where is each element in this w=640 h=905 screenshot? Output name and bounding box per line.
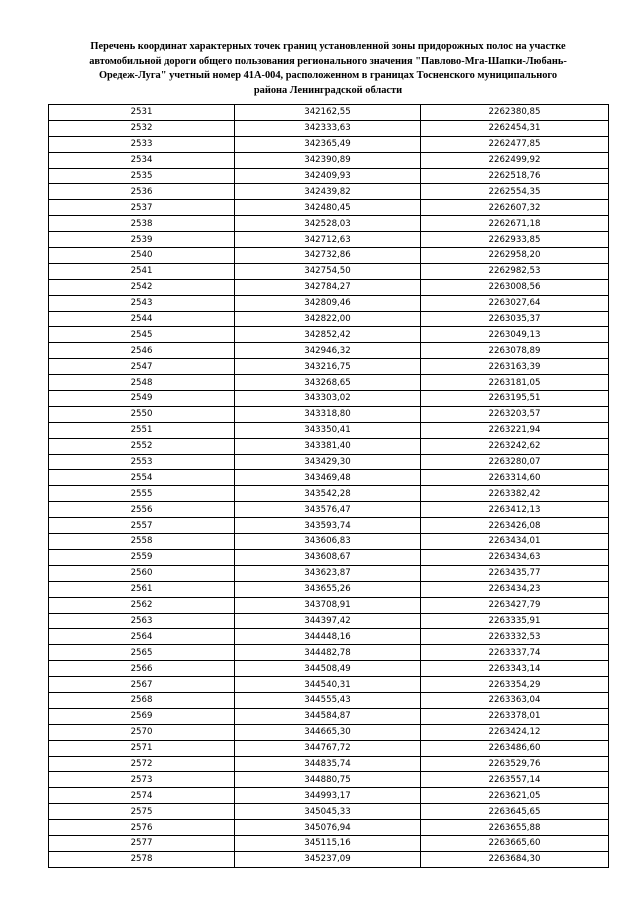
table-row xyxy=(49,486,609,502)
point-number-cell: 2565 xyxy=(49,645,235,661)
table-row xyxy=(49,661,609,677)
coordinates-table-body xyxy=(49,105,609,868)
table-row xyxy=(49,708,609,724)
table-row xyxy=(49,438,609,454)
point-number-cell: 2561 xyxy=(49,581,235,597)
x-coordinate-cell: 344993,17 xyxy=(235,788,421,804)
x-coordinate-cell: 343350,41 xyxy=(235,422,421,438)
x-coordinate-cell: 342946,32 xyxy=(235,343,421,359)
y-coordinate-cell: 2263027,64 xyxy=(421,295,609,311)
table-row xyxy=(49,724,609,740)
x-coordinate-cell: 343268,65 xyxy=(235,375,421,391)
table-row xyxy=(49,343,609,359)
y-coordinate-cell: 2263335,91 xyxy=(421,613,609,629)
point-number-cell: 2551 xyxy=(49,422,235,438)
point-number-cell: 2563 xyxy=(49,613,235,629)
y-coordinate-cell: 2262477,85 xyxy=(421,136,609,152)
table-row xyxy=(49,327,609,343)
x-coordinate-cell: 342409,93 xyxy=(235,168,421,184)
y-coordinate-cell: 2262454,31 xyxy=(421,120,609,136)
x-coordinate-cell: 345237,09 xyxy=(235,851,421,867)
x-coordinate-cell: 344555,43 xyxy=(235,692,421,708)
y-coordinate-cell: 2263378,01 xyxy=(421,708,609,724)
y-coordinate-cell: 2263078,89 xyxy=(421,343,609,359)
y-coordinate-cell: 2263049,13 xyxy=(421,327,609,343)
x-coordinate-cell: 344880,75 xyxy=(235,772,421,788)
y-coordinate-cell: 2263035,37 xyxy=(421,311,609,327)
point-number-cell: 2546 xyxy=(49,343,235,359)
x-coordinate-cell: 342333,63 xyxy=(235,120,421,136)
point-number-cell: 2555 xyxy=(49,486,235,502)
y-coordinate-cell: 2262671,18 xyxy=(421,216,609,232)
y-coordinate-cell: 2263427,79 xyxy=(421,597,609,613)
point-number-cell: 2554 xyxy=(49,470,235,486)
y-coordinate-cell: 2262607,32 xyxy=(421,200,609,216)
table-row xyxy=(49,756,609,772)
x-coordinate-cell: 342712,63 xyxy=(235,232,421,248)
table-row xyxy=(49,454,609,470)
point-number-cell: 2536 xyxy=(49,184,235,200)
y-coordinate-cell: 2263557,14 xyxy=(421,772,609,788)
table-row xyxy=(49,359,609,375)
table-row xyxy=(49,391,609,407)
title-line: автомобильной дороги общего пользования регионального значения "Павлово-Мга-Шапки-Любань- xyxy=(89,55,567,67)
table-row xyxy=(49,216,609,232)
y-coordinate-cell: 2262499,92 xyxy=(421,152,609,168)
table-row xyxy=(49,534,609,550)
y-coordinate-cell: 2263195,51 xyxy=(421,391,609,407)
y-coordinate-cell: 2263332,53 xyxy=(421,629,609,645)
point-number-cell: 2578 xyxy=(49,851,235,867)
x-coordinate-cell: 344540,31 xyxy=(235,677,421,693)
x-coordinate-cell: 343708,91 xyxy=(235,597,421,613)
y-coordinate-cell: 2263426,08 xyxy=(421,518,609,534)
point-number-cell: 2556 xyxy=(49,502,235,518)
table-row xyxy=(49,613,609,629)
point-number-cell: 2540 xyxy=(49,248,235,264)
table-row xyxy=(49,740,609,756)
y-coordinate-cell: 2263621,05 xyxy=(421,788,609,804)
table-row xyxy=(49,677,609,693)
point-number-cell: 2575 xyxy=(49,804,235,820)
x-coordinate-cell: 344482,78 xyxy=(235,645,421,661)
y-coordinate-cell: 2263665,60 xyxy=(421,835,609,851)
y-coordinate-cell: 2263434,23 xyxy=(421,581,609,597)
point-number-cell: 2532 xyxy=(49,120,235,136)
x-coordinate-cell: 344584,87 xyxy=(235,708,421,724)
point-number-cell: 2560 xyxy=(49,565,235,581)
point-number-cell: 2537 xyxy=(49,200,235,216)
y-coordinate-cell: 2263434,63 xyxy=(421,549,609,565)
point-number-cell: 2549 xyxy=(49,391,235,407)
table-row xyxy=(49,168,609,184)
table-row xyxy=(49,263,609,279)
x-coordinate-cell: 342852,42 xyxy=(235,327,421,343)
point-number-cell: 2552 xyxy=(49,438,235,454)
table-row xyxy=(49,120,609,136)
table-row xyxy=(49,470,609,486)
x-coordinate-cell: 343303,02 xyxy=(235,391,421,407)
point-number-cell: 2543 xyxy=(49,295,235,311)
point-number-cell: 2568 xyxy=(49,692,235,708)
y-coordinate-cell: 2263655,88 xyxy=(421,820,609,836)
x-coordinate-cell: 344397,42 xyxy=(235,613,421,629)
y-coordinate-cell: 2263221,94 xyxy=(421,422,609,438)
point-number-cell: 2550 xyxy=(49,406,235,422)
x-coordinate-cell: 345045,33 xyxy=(235,804,421,820)
point-number-cell: 2541 xyxy=(49,263,235,279)
point-number-cell: 2535 xyxy=(49,168,235,184)
x-coordinate-cell: 343381,40 xyxy=(235,438,421,454)
table-row xyxy=(49,248,609,264)
point-number-cell: 2547 xyxy=(49,359,235,375)
x-coordinate-cell: 342162,55 xyxy=(235,105,421,121)
x-coordinate-cell: 343655,26 xyxy=(235,581,421,597)
point-number-cell: 2531 xyxy=(49,105,235,121)
y-coordinate-cell: 2263684,30 xyxy=(421,851,609,867)
y-coordinate-cell: 2263280,07 xyxy=(421,454,609,470)
x-coordinate-cell: 344448,16 xyxy=(235,629,421,645)
table-row xyxy=(49,820,609,836)
x-coordinate-cell: 342480,45 xyxy=(235,200,421,216)
x-coordinate-cell: 342365,49 xyxy=(235,136,421,152)
point-number-cell: 2553 xyxy=(49,454,235,470)
x-coordinate-cell: 343623,87 xyxy=(235,565,421,581)
x-coordinate-cell: 342439,82 xyxy=(235,184,421,200)
x-coordinate-cell: 342754,50 xyxy=(235,263,421,279)
table-row xyxy=(49,835,609,851)
y-coordinate-cell: 2263343,14 xyxy=(421,661,609,677)
table-row xyxy=(49,788,609,804)
x-coordinate-cell: 344767,72 xyxy=(235,740,421,756)
point-number-cell: 2577 xyxy=(49,835,235,851)
y-coordinate-cell: 2263363,04 xyxy=(421,692,609,708)
y-coordinate-cell: 2263412,13 xyxy=(421,502,609,518)
table-row xyxy=(49,232,609,248)
point-number-cell: 2567 xyxy=(49,677,235,693)
table-row xyxy=(49,772,609,788)
point-number-cell: 2558 xyxy=(49,534,235,550)
y-coordinate-cell: 2262518,76 xyxy=(421,168,609,184)
table-row xyxy=(49,295,609,311)
point-number-cell: 2572 xyxy=(49,756,235,772)
table-row xyxy=(49,422,609,438)
y-coordinate-cell: 2263242,62 xyxy=(421,438,609,454)
x-coordinate-cell: 343469,48 xyxy=(235,470,421,486)
table-row xyxy=(49,518,609,534)
point-number-cell: 2533 xyxy=(49,136,235,152)
point-number-cell: 2571 xyxy=(49,740,235,756)
x-coordinate-cell: 343608,67 xyxy=(235,549,421,565)
point-number-cell: 2534 xyxy=(49,152,235,168)
y-coordinate-cell: 2263008,56 xyxy=(421,279,609,295)
table-row xyxy=(49,406,609,422)
point-number-cell: 2545 xyxy=(49,327,235,343)
y-coordinate-cell: 2262554,35 xyxy=(421,184,609,200)
x-coordinate-cell: 343318,80 xyxy=(235,406,421,422)
x-coordinate-cell: 342822,00 xyxy=(235,311,421,327)
table-row xyxy=(49,375,609,391)
y-coordinate-cell: 2263645,65 xyxy=(421,804,609,820)
y-coordinate-cell: 2263181,05 xyxy=(421,375,609,391)
point-number-cell: 2573 xyxy=(49,772,235,788)
y-coordinate-cell: 2263434,01 xyxy=(421,534,609,550)
y-coordinate-cell: 2263486,60 xyxy=(421,740,609,756)
point-number-cell: 2562 xyxy=(49,597,235,613)
y-coordinate-cell: 2263354,29 xyxy=(421,677,609,693)
x-coordinate-cell: 342784,27 xyxy=(235,279,421,295)
table-row xyxy=(49,200,609,216)
point-number-cell: 2570 xyxy=(49,724,235,740)
point-number-cell: 2569 xyxy=(49,708,235,724)
table-row xyxy=(49,152,609,168)
y-coordinate-cell: 2263203,57 xyxy=(421,406,609,422)
y-coordinate-cell: 2263435,77 xyxy=(421,565,609,581)
point-number-cell: 2548 xyxy=(49,375,235,391)
table-row xyxy=(49,645,609,661)
table-row xyxy=(49,804,609,820)
y-coordinate-cell: 2262958,20 xyxy=(421,248,609,264)
table-row xyxy=(49,581,609,597)
x-coordinate-cell: 343216,75 xyxy=(235,359,421,375)
x-coordinate-cell: 343606,83 xyxy=(235,534,421,550)
point-number-cell: 2538 xyxy=(49,216,235,232)
table-row xyxy=(49,597,609,613)
point-number-cell: 2544 xyxy=(49,311,235,327)
y-coordinate-cell: 2263163,39 xyxy=(421,359,609,375)
coordinates-table xyxy=(48,104,609,868)
x-coordinate-cell: 343542,28 xyxy=(235,486,421,502)
table-row xyxy=(49,629,609,645)
title-line: Перечень координат характерных точек границ установленной зоны придорожных полос на участке xyxy=(90,41,566,52)
table-row xyxy=(49,279,609,295)
point-number-cell: 2557 xyxy=(49,518,235,534)
title-line: Оредеж-Луга" учетный номер 41А-004, расположенном в границах Тосненского муниципального xyxy=(98,70,558,81)
table-row xyxy=(49,565,609,581)
table-row xyxy=(49,105,609,121)
x-coordinate-cell: 345115,16 xyxy=(235,835,421,851)
x-coordinate-cell: 344508,49 xyxy=(235,661,421,677)
table-row xyxy=(49,692,609,708)
x-coordinate-cell: 343593,74 xyxy=(235,518,421,534)
table-row xyxy=(49,136,609,152)
title-line: района Ленинградской области xyxy=(253,84,403,96)
point-number-cell: 2559 xyxy=(49,549,235,565)
x-coordinate-cell: 342732,86 xyxy=(235,248,421,264)
point-number-cell: 2539 xyxy=(49,232,235,248)
y-coordinate-cell: 2262933,85 xyxy=(421,232,609,248)
table-row xyxy=(49,851,609,867)
x-coordinate-cell: 342809,46 xyxy=(235,295,421,311)
x-coordinate-cell: 342390,89 xyxy=(235,152,421,168)
table-row xyxy=(49,549,609,565)
y-coordinate-cell: 2263424,12 xyxy=(421,724,609,740)
x-coordinate-cell: 343576,47 xyxy=(235,502,421,518)
x-coordinate-cell: 344665,30 xyxy=(235,724,421,740)
x-coordinate-cell: 345076,94 xyxy=(235,820,421,836)
y-coordinate-cell: 2263314,60 xyxy=(421,470,609,486)
point-number-cell: 2576 xyxy=(49,820,235,836)
table-row xyxy=(49,311,609,327)
point-number-cell: 2564 xyxy=(49,629,235,645)
y-coordinate-cell: 2263529,76 xyxy=(421,756,609,772)
x-coordinate-cell: 344835,74 xyxy=(235,756,421,772)
document-title xyxy=(48,40,608,98)
table-row xyxy=(49,184,609,200)
table-row xyxy=(49,502,609,518)
y-coordinate-cell: 2263337,74 xyxy=(421,645,609,661)
point-number-cell: 2542 xyxy=(49,279,235,295)
point-number-cell: 2574 xyxy=(49,788,235,804)
y-coordinate-cell: 2263382,42 xyxy=(421,486,609,502)
y-coordinate-cell: 2262380,85 xyxy=(421,105,609,121)
point-number-cell: 2566 xyxy=(49,661,235,677)
x-coordinate-cell: 342528,03 xyxy=(235,216,421,232)
y-coordinate-cell: 2262982,53 xyxy=(421,263,609,279)
x-coordinate-cell: 343429,30 xyxy=(235,454,421,470)
